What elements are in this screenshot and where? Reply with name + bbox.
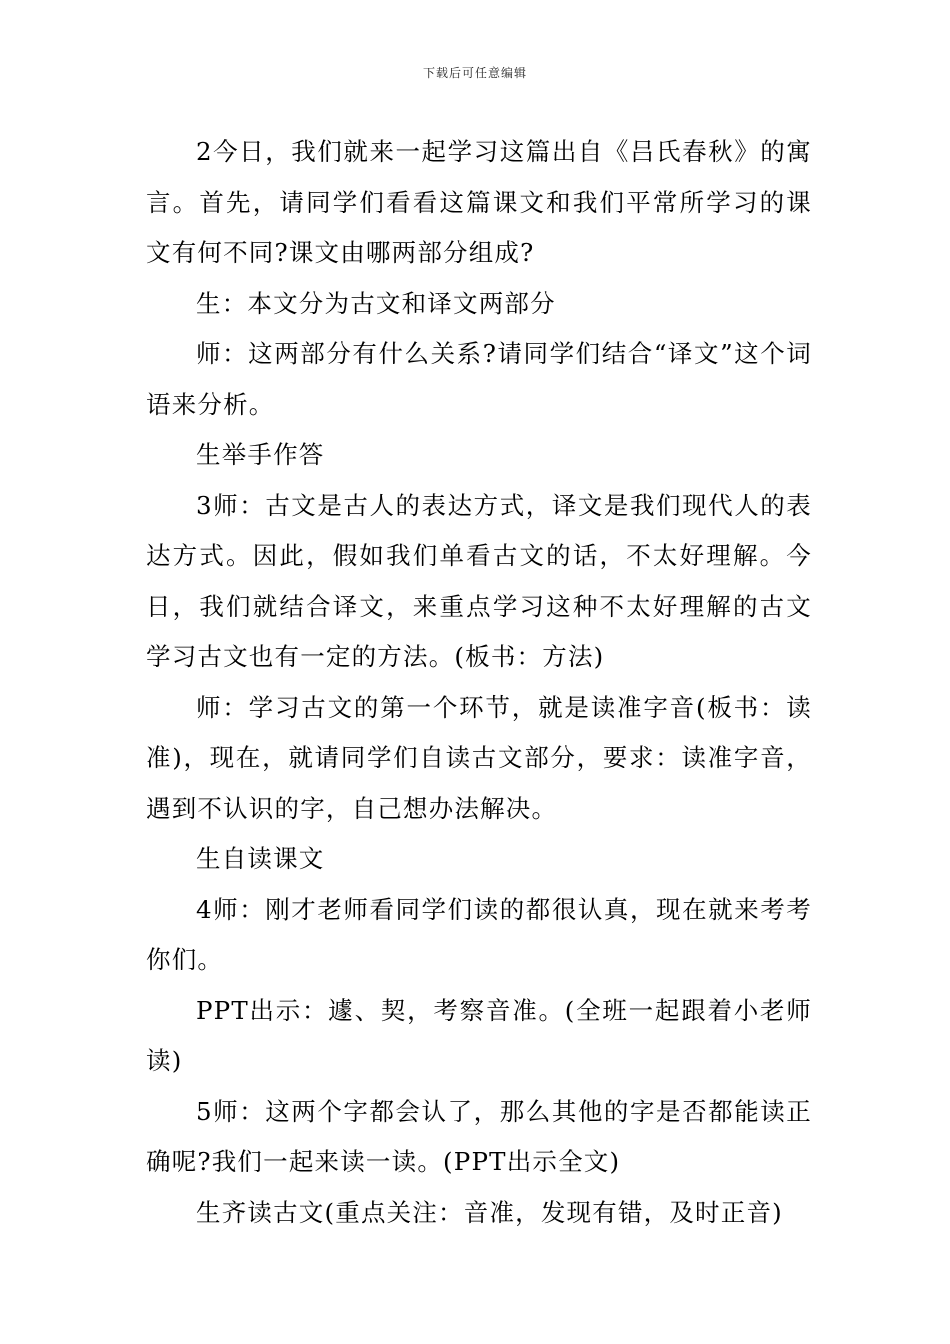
paragraph-1: 2今日，我们就来一起学习这篇出自《吕氏春秋》的寓言。首先，请同学们看看这篇课文和我们平常所学习的课文有何不同?课文由哪两部分组成? [146,137,812,267]
paragraph-4: 生举手作答 [196,440,325,469]
paragraph-2: 生：本文分为古文和译文两部分 [196,288,556,318]
paragraph-8: 4师：刚才老师看同学们读的都很认真，现在就来考考你们。 [146,894,812,974]
paragraph-3: 师：这两部分有什么关系?请同学们结合“译文”这个词语来分析。 [146,339,812,419]
paragraph-10: 5师：这两个字都会认了，那么其他的字是否都能读正确呢?我们一起来读一读。(PPT出示全文) [146,1096,812,1176]
paragraph-5: 3师：古文是古人的表达方式，译文是我们现代人的表达方式。因此，假如我们单看古文的话，不太好理解。今日，我们就结合译文，来重点学习这种不太好理解的古文学习古文也有一定的方法。(板书：方法) [146,490,812,671]
paragraph-11: 生齐读古文(重点关注：音准，发现有错，及时正音) [196,1197,783,1227]
paragraph-7: 生自读课文 [196,844,325,873]
page-header-note: 下载后可任意编辑 [422,66,527,80]
document-body [146,127,812,1238]
paragraph-6: 师：学习古文的第一个环节，就是读准字音(板书：读准)，现在，就请同学们自读古文部分，要求：读准字音，遇到不认识的字，自己想办法解决。 [146,692,812,823]
paragraph-9: PPT出示：遽、契，考察音准。(全班一起跟着小老师读) [146,995,812,1075]
